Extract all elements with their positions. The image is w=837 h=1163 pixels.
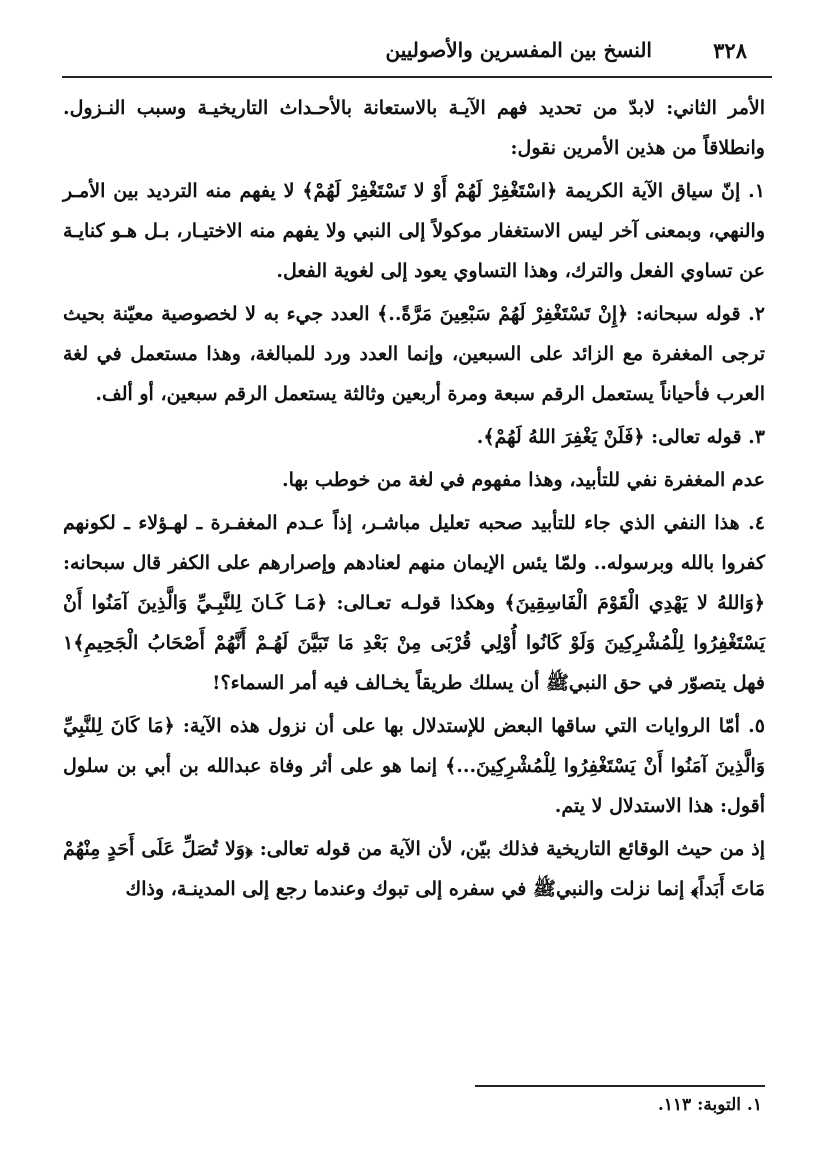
- running-title: النسخ بين المفسرين والأصوليين: [385, 38, 652, 62]
- paragraph: إذ من حيث الوقائع التاريخية فذلك بيّن، لأن الآية من قوله تعالى: ﴿وَلا تُصَلِّ عَلَى أَحَدٍ مِنْهُمْ مَاتَ أَبَداً﴾ إنما نزلت والنبيﷺ في سفره إلى تبوك وعندما رجع إلى المدينـة، وذاك: [63, 838, 765, 900]
- paragraph: عدم المغفرة نفي للتأبيد، وهذا مفهوم في لغة من خوطب بها.: [281, 469, 765, 491]
- footnote: ١. التوبة: ١١٣.: [657, 1095, 762, 1115]
- paragraph: الأمر الثاني: لابدّ من تحديد فهم الآيـة بالاستعانة بالأحـداث التاريخيـة وسبب النـزول. وانطلاقاً من هذين الأمرين نقول:: [63, 97, 765, 159]
- header-divider: [62, 76, 772, 78]
- paragraph: ٤. هذا النفي الذي جاء للتأبيد صحبه تعليل مباشـر، إذاً عـدم المغفـرة ـ لهـؤلاء ـ لكونهم كفروا بالله وبرسوله.. ولمّا يئس الإيمان منهم لعنادهم وإصرارهم على الكفر قال سبحانه: ﴿وَاللهُ لا يَهْدِي الْقَوْمَ الْفَاسِقِينَ﴾ وهكذا قولـه تعـالى: ﴿مَـا كَـانَ لِلنَّبِـيِّ وَالَّذِينَ آمَنُوا أَنْ يَسْتَغْفِرُوا لِلْمُشْرِكِينَ وَلَوْ كَانُوا أُوْلِي قُرْبَى مِنْ بَعْدِ مَا تَبَيَّنَ لَهُـمْ أَنَّهُمْ أَصْحَابُ الْجَحِيمِ﴾١ فهل يتصوّر في حق النبيﷺ أن يسلك طريقاً يخـالف فيه أمر السماء؟!: [63, 512, 765, 694]
- paragraph: ٥. أمّا الروايات التي ساقها البعض للإستدلال بها على أن نزول هذه الآية: ﴿مَا كَانَ لِلنَّبِيِّ وَالَّذِينَ آمَنُوا أَنْ يَسْتَغْفِرُوا لِلْمُشْرِكِينَ...﴾ إنما هو على أثر وفاة عبدالله بن أبي بن سلول أقول: هذا الاستدلال لا يتم.: [63, 715, 765, 817]
- page-number: ٣٢٨: [713, 38, 747, 63]
- paragraph: ٣. قوله تعالى: ﴿فَلَنْ يَغْفِرَ اللهُ لَهُمْ﴾.: [476, 426, 765, 448]
- page-header: [0, 32, 837, 66]
- body-text: [63, 88, 765, 912]
- footnote-divider: [475, 1085, 765, 1087]
- paragraph: ٢. قوله سبحانه: ﴿إِنْ تَسْتَغْفِرْ لَهُمْ سَبْعِينَ مَرَّةً..﴾ العدد جيء به لا لخصوصية معيّنة بحيث ترجى المغفرة مع الزائد على السبعين، وإنما العدد ورد للمبالغة، وهذا مستعمل في لغة العرب فأحياناً يستعمل الرقم سبعة ومرة أربعين وثالثة يستعمل الرقم سبعين، أو ألف.: [63, 303, 765, 405]
- paragraph: ١. إنّ سياق الآية الكريمة ﴿اسْتَغْفِرْ لَهُمْ أَوْ لا تَسْتَغْفِرْ لَهُمْ﴾ لا يفهم منه الترديد بين الأمـر والنهي، وبمعنى آخر ليس الاستغفار موكولاً إلى النبي ولا يفهم منه الاختيـار، بـل هـو كنايـة عن تساوي الفعل والترك، وهذا التساوي يعود إلى لغوية الفعل.: [63, 180, 765, 282]
